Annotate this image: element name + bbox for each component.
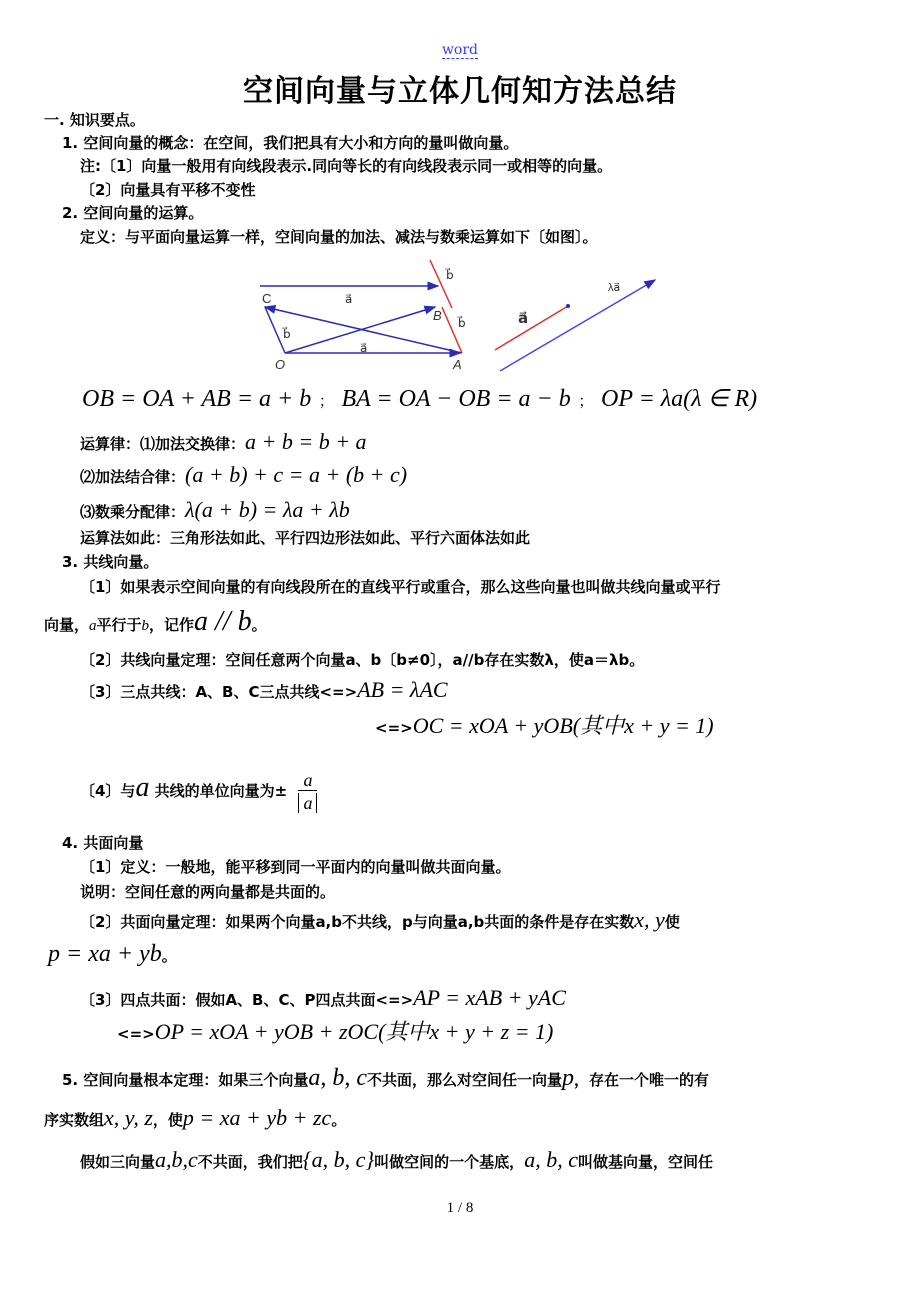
operations-formula-line: OB = OA + AB = a + b ； BA = OA − OB = a − b ； OP = λa(λ ∈ R) xyxy=(82,386,758,412)
law2: ⑵加法结合律：(a + b) + c = a + (b + c) xyxy=(80,462,408,487)
svg-text:a⃗: a⃗ xyxy=(345,292,353,306)
item3-p3-line2: <=>OC = xOA + yOB(其中x + y = 1) xyxy=(375,713,714,738)
item4-p2-line1: 〔2〕共面向量定理：如果两个向量a,b不共线，p与向量a,b共面的条件是存在实数x, y使 xyxy=(80,907,680,932)
item2-definition: 定义：与平面向量运算一样，空间向量的加法、减法与数乘运算如下〔如图〕。 xyxy=(80,228,598,246)
label-C: C xyxy=(262,291,272,306)
scalar-formula: OP = λa(λ ∈ R) xyxy=(601,386,758,412)
item4-p2-line2: p = xa + yb。 xyxy=(48,941,177,967)
svg-text:b⃗: b⃗ xyxy=(446,268,454,282)
item2-heading: 2. 空间向量的运算。 xyxy=(62,204,204,222)
section-heading: 一. 知识要点。 xyxy=(44,111,145,129)
label-A: A xyxy=(453,357,462,372)
item5-line1: 5. 空间向量根本定理：如果三个向量a, b, c不共面，那么对空间任一向量p，存在一个唯一的有 xyxy=(62,1065,710,1091)
item4-heading: 4. 共面向量 xyxy=(62,834,144,852)
item3-p1-line2: 向量，a平行于b，记作a // b。 xyxy=(44,606,267,637)
item1-note2: 〔2〕向量具有平移不变性 xyxy=(80,181,256,199)
item5-line3: 假如三向量a,b,c不共面，我们把{a, b, c}叫做空间的一个基底，a, b, c叫做基向量，空间任 xyxy=(80,1147,713,1172)
svg-text:b⃗: b⃗ xyxy=(283,327,291,341)
item3-p1-line1: 〔1〕如果表示空间向量的有向线段所在的直线平行或重合，那么这些向量也叫做共线向量或平行 xyxy=(80,578,721,596)
item4-p3: 〔3〕四点共面：假如A、B、C、P四点共面<=>AP = xAB + yAC xyxy=(80,985,566,1010)
svg-text:a⃗: a⃗ xyxy=(360,341,368,355)
subtraction-formula: BA = OA − OB = a − b xyxy=(341,386,571,412)
item1-heading: 1. 空间向量的概念：在空间，我们把具有大小和方向的量叫做向量。 xyxy=(62,134,519,152)
svg-text:a⃗: a⃗ xyxy=(518,310,529,327)
law1: 运算律：⑴加法交换律：a + b = b + a xyxy=(80,429,367,454)
svg-text:λa⃗: λa⃗ xyxy=(608,282,621,294)
svg-text:b⃗: b⃗ xyxy=(458,316,466,330)
document-title: 空间向量与立体几何知方法总结 xyxy=(243,74,677,109)
vector-operations-figure xyxy=(250,255,670,380)
item3-p4: 〔4〕与a 共线的单位向量为± $\frac{a}{a}$ xyxy=(80,770,317,813)
item1-note1: 注:〔1〕向量一般用有向线段表示.同向等长的有向线段表示同一或相等的向量。 xyxy=(80,157,613,175)
item3-p2: 〔2〕共线向量定理：空间任意两个向量a、b〔b≠0〕，a//b存在实数λ，使a＝λb。 xyxy=(80,651,645,669)
item3-heading: 3. 共线向量。 xyxy=(62,553,159,571)
page-header xyxy=(0,42,920,58)
label-B: B xyxy=(433,308,442,323)
header-link[interactable]: word xyxy=(441,42,479,58)
page-number: 1 / 8 xyxy=(446,1200,474,1216)
label-O: O xyxy=(275,357,286,372)
methods-text: 运算法如此：三角形法如此、平行四边形法如此、平行六面体法如此 xyxy=(80,529,531,547)
item4-p3-line2: <=>OP = xOA + yOB + zOC(其中x + y + z = 1) xyxy=(117,1019,554,1044)
item3-p3: 〔3〕三点共线：A、B、C三点共线<=>AB = λAC xyxy=(80,677,448,702)
item4-note: 说明：空间任意的两向量都是共面的。 xyxy=(80,883,336,901)
law3: ⑶数乘分配律：λ(a + b) = λa + λb xyxy=(80,497,350,522)
addition-formula: OB = OA + AB = a + b xyxy=(82,386,312,412)
item5-line2: 序实数组x, y, z，使p = xa + yb + zc。 xyxy=(44,1105,347,1130)
item4-p1: 〔1〕定义：一般地，能平移到同一平面内的向量叫做共面向量。 xyxy=(80,858,511,876)
